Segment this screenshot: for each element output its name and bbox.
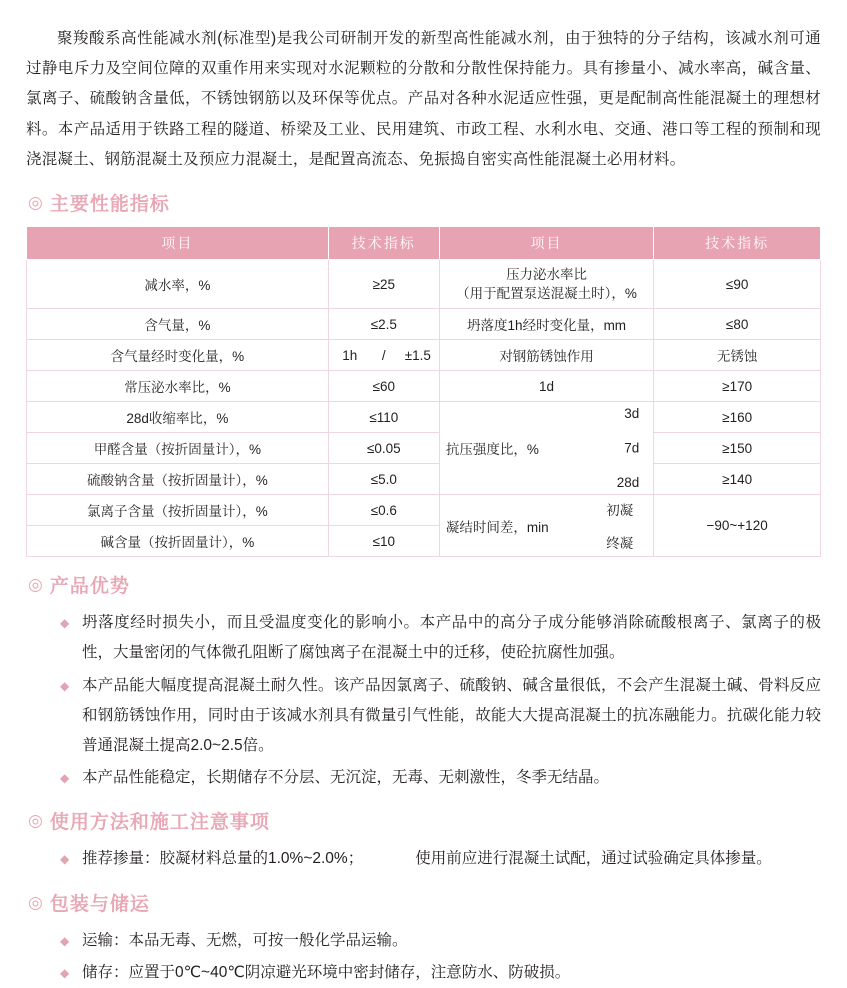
table-row: [27, 464, 821, 495]
table-row: [27, 402, 821, 433]
package-list: [26, 926, 821, 988]
cell-left-value-c: ±1.5: [404, 347, 431, 363]
col-header-value-2: 技术指标: [654, 227, 821, 260]
ring-icon: ◎: [28, 575, 44, 595]
settime-label: 凝结时间差，min: [445, 519, 549, 535]
diamond-icon: ◆: [60, 616, 70, 631]
strength-label: 抗压强度比，%: [445, 442, 539, 458]
list-item: [60, 958, 821, 988]
diamond-icon: ◆: [60, 771, 70, 786]
cell-left-value: ≤0.6: [328, 495, 439, 526]
advantage-list: [26, 608, 821, 793]
table-row: [27, 260, 821, 309]
diamond-icon: ◆: [60, 852, 70, 867]
col-header-item-1: 项目: [27, 227, 329, 260]
cell-left-value: ≤10: [328, 526, 439, 557]
cell-right-value: ≥170: [654, 371, 821, 402]
cell-left-label: 含气量经时变化量，%: [27, 340, 329, 371]
cell-right-value: ≥140: [654, 464, 821, 495]
diamond-icon: ◆: [60, 965, 70, 980]
col-header-item-2: 项目: [439, 227, 653, 260]
cell-left-value: ≤2.5: [328, 309, 439, 340]
col-header-value-1: 技术指标: [328, 227, 439, 260]
cell-right-label-line1: 压力泌水率比: [506, 266, 588, 282]
cell-settime-merged-label: [439, 495, 653, 557]
diamond-icon: ◆: [60, 933, 70, 948]
settime-sub-final: 终凝: [606, 536, 634, 552]
cell-right-label-line2: （用于配置泵送混凝土时），%: [456, 286, 637, 302]
cell-right-value: ≤90: [654, 260, 821, 309]
cell-left-value: ≤110: [328, 402, 439, 433]
ring-icon: ◎: [28, 193, 44, 213]
table-row: [27, 371, 821, 402]
section-heading-advantage: [28, 571, 821, 598]
settime-sub-initial: 初凝: [606, 503, 634, 519]
cell-right-value: ≤80: [654, 309, 821, 340]
usage-trial-text: 使用前应进行混凝土试配，通过试验确定具体掺量。: [415, 850, 772, 868]
list-item: [60, 926, 821, 956]
cell-left-value: ≤5.0: [328, 464, 439, 495]
cell-left-label: 甲醛含量（按折固量计），%: [27, 433, 329, 464]
cell-left-label: 28d收缩率比，%: [27, 402, 329, 433]
strength-sub-28d: 28d: [616, 475, 640, 491]
diamond-icon: ◆: [60, 678, 70, 693]
section-heading-package: [28, 889, 821, 916]
ring-icon: ◎: [28, 892, 44, 912]
list-item-text: 坍落度经时损失小，而且受温度变化的影响小。本产品中的高分子成分能够消除硫酸根离子、氯离子的极性，大量密闭的气体微孔阻断了腐蚀离子在混凝土中的迁移，使砼抗腐性加强。: [82, 614, 821, 662]
spec-table: [26, 226, 821, 557]
section-heading-advantage-label: 产品优势: [49, 576, 130, 598]
list-item-text: 本产品能大幅度提高混凝土耐久性。该产品因氯离子、硫酸钠、碱含量很低，不会产生混凝土碱、骨料反应和钢筋锈蚀作用，同时由于该减水剂具有微量引气性能，故能大大提高混凝土的抗冻融能力。抗碳化能力较普通混凝土提高2.0~2.5倍。: [82, 676, 821, 754]
section-heading-usage-label: 使用方法和施工注意事项: [49, 812, 270, 834]
strength-sub-3d: 3d: [624, 406, 640, 422]
cell-left-label: 含气量，%: [27, 309, 329, 340]
cell-left-label: 硫酸钠含量（按折固量计），%: [27, 464, 329, 495]
section-heading-spec: [28, 189, 821, 216]
cell-right-label: 对钢筋锈蚀作用: [439, 340, 653, 371]
cell-left-value-split: [328, 340, 439, 371]
table-row: [27, 309, 821, 340]
cell-left-label: 常压泌水率比，%: [27, 371, 329, 402]
usage-dosage-text: 推荐掺量：胶凝材料总量的1.0%~2.0%；: [82, 850, 364, 868]
list-item: [60, 763, 821, 793]
cell-left-value-b: /: [381, 347, 386, 363]
cell-right-value: ≥160: [654, 402, 821, 433]
section-heading-package-label: 包装与储运: [49, 893, 150, 915]
ring-icon: ◎: [28, 811, 44, 831]
table-row: [27, 495, 821, 526]
cell-right-label: 坍落度1h经时变化量，mm: [439, 309, 653, 340]
intro-paragraph: 聚羧酸系高性能减水剂(标准型)是我公司研制开发的新型高性能减水剂，由于独特的分子结构，该减水剂可通过静电斥力及空间位障的双重作用来实现对水泥颗粒的分散和分散性保持能力。具有掺量小、减水率高，碱含量、氯离子、硫酸钠含量低，不锈蚀钢筋以及环保等优点。产品对各种水泥适应性强，更是配制高性能混凝土的理想材料。本产品适用于铁路工程的隧道、桥梁及工业、民用建筑、市政工程、水利水电、交通、港口等工程的预制和现浇混凝土、钢筋混凝土及预应力混凝土，是配置高流态、免振捣自密实高性能混凝土必用材料。: [26, 30, 821, 168]
table-header-row: [27, 227, 821, 260]
section-heading-usage: [28, 807, 821, 834]
list-item-text: 本产品性能稳定，长期储存不分层、无沉淀，无毒、无刺激性，冬季无结晶。: [82, 769, 610, 787]
cell-right-label: [439, 260, 653, 309]
list-item: [60, 844, 821, 874]
cell-left-value: ≥25: [328, 260, 439, 309]
cell-settime-value: −90~+120: [654, 495, 821, 557]
cell-left-label: 减水率，%: [27, 260, 329, 309]
list-item: [60, 671, 821, 762]
cell-left-label: 氯离子含量（按折固量计），%: [27, 495, 329, 526]
table-row: [27, 340, 821, 371]
list-item-text: 储存：应置于0℃~40℃阴凉避光环境中密封储存，注意防水、防破损。: [82, 963, 571, 981]
cell-left-value: ≤0.05: [328, 433, 439, 464]
list-item: [60, 608, 821, 668]
strength-sub-7d: 7d: [624, 440, 640, 456]
table-row: [27, 433, 821, 464]
cell-right-value: ≥150: [654, 433, 821, 464]
usage-list: [26, 844, 821, 874]
cell-strength-merged-label: [439, 402, 653, 495]
section-heading-spec-label: 主要性能指标: [49, 194, 170, 216]
cell-left-value: ≤60: [328, 371, 439, 402]
cell-right-sublabel: 1d: [439, 371, 653, 402]
cell-left-label: 碱含量（按折固量计），%: [27, 526, 329, 557]
cell-right-value: 无锈蚀: [654, 340, 821, 371]
list-item-text: 运输：本品无毒、无燃，可按一般化学品运输。: [82, 931, 408, 949]
cell-left-value-a: 1h: [342, 347, 358, 363]
usage-line: [82, 844, 821, 874]
